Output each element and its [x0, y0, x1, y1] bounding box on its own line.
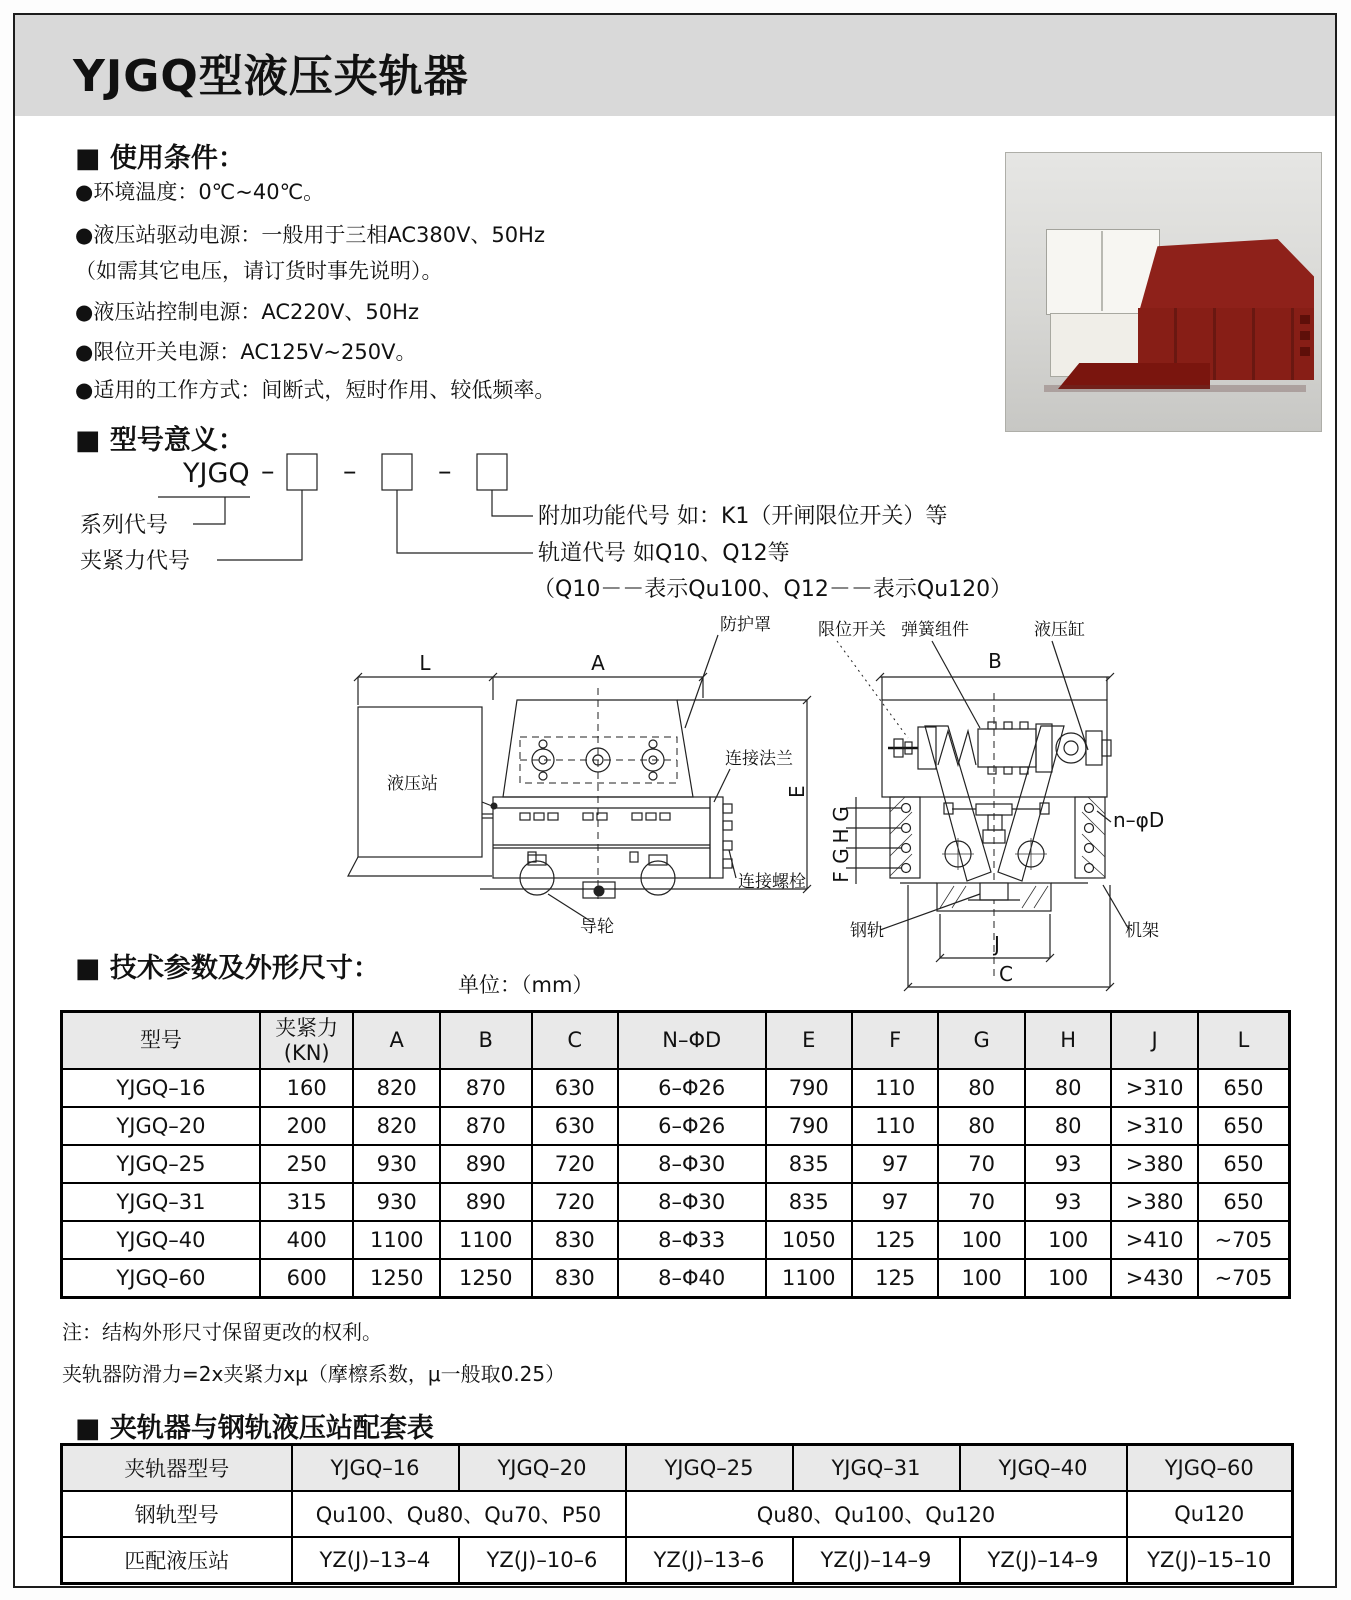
usage-item: （如需其它电压，请订货时事先说明）。 — [75, 259, 443, 283]
spec-row — [62, 1107, 1290, 1145]
model-designation-diagram — [75, 448, 1035, 613]
dim-H-label: H — [829, 828, 853, 844]
spec-header-cell: 夹紧力 (KN) — [260, 1012, 354, 1070]
match-table — [60, 1443, 1294, 1585]
usage-item: ●液压站控制电源：AC220V、50Hz — [75, 300, 419, 324]
match-cell: Qu120 — [1127, 1491, 1293, 1537]
unit-label: 单位：（mm） — [458, 973, 594, 997]
spec-cell: 600 — [260, 1259, 354, 1298]
spec-note: 夹轨器防滑力=2x夹紧力xμ（摩檫系数，μ一般取0.25） — [62, 1362, 566, 1386]
spec-cell: 890 — [440, 1145, 532, 1183]
model-code-box — [287, 454, 317, 490]
spec-cell: 110 — [852, 1107, 938, 1145]
spec-header-cell: 型号 — [62, 1012, 260, 1070]
dim-G-label: G — [829, 806, 853, 822]
match-cell: YJGQ–20 — [459, 1445, 626, 1492]
guide-wheel-label: 导轮 — [580, 917, 614, 937]
spec-cell: 200 — [260, 1107, 354, 1145]
spec-cell: 100 — [938, 1259, 1024, 1298]
match-cell: 夹轨器型号 — [62, 1445, 292, 1492]
spec-cell: 125 — [852, 1221, 938, 1259]
spec-cell: 100 — [938, 1221, 1024, 1259]
spec-cell: 315 — [260, 1183, 354, 1221]
dim-F-label: F — [829, 871, 853, 883]
spec-section-heading: ■ 技术参数及外形尺寸： — [75, 953, 380, 984]
spec-cell: 400 — [260, 1221, 354, 1259]
spec-cell: 70 — [938, 1183, 1024, 1221]
connection-flange-label: 连接法兰 — [725, 749, 793, 769]
spec-cell: >380 — [1111, 1183, 1197, 1221]
match-cell: YZ(J)–15–10 — [1127, 1537, 1293, 1584]
spec-cell: 6–Φ26 — [618, 1107, 766, 1145]
spec-cell: 1250 — [353, 1259, 439, 1298]
spec-cell: 6–Φ26 — [618, 1069, 766, 1107]
dim-C-label: C — [999, 962, 1013, 986]
spec-cell: 790 — [766, 1069, 852, 1107]
match-cell: Qu100、Qu80、Qu70、P50 — [292, 1491, 626, 1537]
clamp-force-code-label: 夹紧力代号 — [80, 549, 191, 574]
spec-header-cell: L — [1198, 1012, 1290, 1070]
spec-header-cell: E — [766, 1012, 852, 1070]
spec-cell: 1050 — [766, 1221, 852, 1259]
usage-item: ●环境温度：0℃~40℃。 — [75, 180, 325, 204]
spec-row — [62, 1259, 1290, 1298]
front-view-drawing — [818, 620, 1164, 991]
spec-cell: 100 — [1025, 1259, 1111, 1298]
match-rail-row — [62, 1491, 1293, 1537]
spec-cell: 650 — [1198, 1107, 1290, 1145]
match-station-row — [62, 1537, 1293, 1584]
series-code-label: 系列代号 — [80, 513, 169, 538]
spec-cell: 830 — [532, 1259, 618, 1298]
spec-cell: >310 — [1111, 1069, 1197, 1107]
spec-cell: 100 — [1025, 1221, 1111, 1259]
clamp-vent — [1300, 315, 1310, 324]
spec-cell: 820 — [353, 1069, 439, 1107]
spec-cell: 97 — [852, 1183, 938, 1221]
match-cell: YJGQ–25 — [626, 1445, 793, 1492]
match-cell: YZ(J)–13–4 — [292, 1537, 459, 1584]
spec-cell: 930 — [353, 1145, 439, 1183]
extra-function-code-label: 附加功能代号 如：K1（开闸限位开关）等 — [538, 504, 948, 529]
spec-cell: 93 — [1025, 1183, 1111, 1221]
side-view-drawing — [348, 615, 811, 937]
steel-rail-label: 钢轨 — [850, 921, 884, 941]
spec-cell: 1100 — [440, 1221, 532, 1259]
spec-cell: 93 — [1025, 1145, 1111, 1183]
spec-cell: YJGQ–16 — [62, 1069, 260, 1107]
spec-cell: 720 — [532, 1183, 618, 1221]
bolt-holes-label: n–φD — [1113, 808, 1165, 832]
dim-J-label: J — [994, 932, 1000, 956]
spec-cell: YJGQ–20 — [62, 1107, 260, 1145]
spec-row — [62, 1221, 1290, 1259]
spec-row — [62, 1069, 1290, 1107]
technical-drawings — [340, 598, 1230, 998]
spec-cell: YJGQ–31 — [62, 1183, 260, 1221]
spec-cell: 630 — [532, 1069, 618, 1107]
spec-header-row — [62, 1012, 1290, 1070]
spec-header-cell: N–ΦD — [618, 1012, 766, 1070]
spec-cell: 870 — [440, 1069, 532, 1107]
spec-cell: 650 — [1198, 1183, 1290, 1221]
protective-cover-label: 防护罩 — [720, 615, 771, 635]
usage-item: ●限位开关电源：AC125V~250V。 — [75, 340, 417, 364]
spec-cell: 97 — [852, 1145, 938, 1183]
spec-cell: 835 — [766, 1183, 852, 1221]
connection-bolt-label: 连接螺栓 — [738, 872, 806, 892]
model-sep: – — [261, 456, 275, 487]
spec-cell: 720 — [532, 1145, 618, 1183]
spec-cell: 70 — [938, 1145, 1024, 1183]
clamp-vent — [1300, 347, 1310, 356]
cabinet-door-split — [1101, 231, 1103, 311]
spec-cell: YJGQ–40 — [62, 1221, 260, 1259]
spec-cell: 820 — [353, 1107, 439, 1145]
spec-cell: 650 — [1198, 1145, 1290, 1183]
model-code: YJGQ — [183, 458, 250, 489]
spec-cell: 790 — [766, 1107, 852, 1145]
spec-cell: 890 — [440, 1183, 532, 1221]
match-cell: YZ(J)–10–6 — [459, 1537, 626, 1584]
dim-B-label: B — [988, 649, 1002, 673]
spring-assembly-label: 弹簧组件 — [901, 620, 969, 640]
spec-cell: 80 — [1025, 1107, 1111, 1145]
spec-cell: 8–Φ40 — [618, 1259, 766, 1298]
page-title: YJGQ型液压夹轨器 — [73, 51, 469, 102]
spec-cell: YJGQ–25 — [62, 1145, 260, 1183]
clamp-vent — [1300, 331, 1310, 340]
machine-frame-label: 机架 — [1125, 921, 1159, 941]
match-cell: YJGQ–31 — [793, 1445, 960, 1492]
spec-cell: 870 — [440, 1107, 532, 1145]
spec-cell: 250 — [260, 1145, 354, 1183]
spec-cell: >380 — [1111, 1145, 1197, 1183]
match-cell: YJGQ–16 — [292, 1445, 459, 1492]
match-header-row — [62, 1445, 1293, 1492]
match-cell: YJGQ–40 — [960, 1445, 1127, 1492]
match-cell: 匹配液压站 — [62, 1537, 292, 1584]
spec-table — [60, 1010, 1291, 1299]
match-cell: YZ(J)–13–6 — [626, 1537, 793, 1584]
model-code-box — [382, 454, 412, 490]
model-code-box — [477, 454, 507, 490]
spec-cell: 835 — [766, 1145, 852, 1183]
spec-cell: ~705 — [1198, 1259, 1290, 1298]
usage-item: ●适用的工作方式：间断式，短时作用、较低频率。 — [75, 378, 556, 402]
spec-cell: YJGQ–60 — [62, 1259, 260, 1298]
spec-row — [62, 1183, 1290, 1221]
spec-cell: 930 — [353, 1183, 439, 1221]
match-cell: 钢轨型号 — [62, 1491, 292, 1537]
product-photo — [1005, 152, 1322, 432]
spec-cell: 110 — [852, 1069, 938, 1107]
usage-heading: ■ 使用条件： — [75, 143, 245, 174]
spec-note: 注：结构外形尺寸保留更改的权利。 — [62, 1320, 382, 1344]
spec-header-cell: J — [1111, 1012, 1197, 1070]
spec-header-cell: G — [938, 1012, 1024, 1070]
hydraulic-cylinder-label: 液压缸 — [1034, 620, 1085, 640]
spec-cell: 80 — [1025, 1069, 1111, 1107]
model-sep: – — [343, 456, 357, 487]
spec-cell: >430 — [1111, 1259, 1197, 1298]
rail-clamp-hood — [1132, 239, 1314, 311]
spec-row — [62, 1145, 1290, 1183]
spec-cell: >410 — [1111, 1221, 1197, 1259]
spec-header-cell: A — [353, 1012, 439, 1070]
spec-cell: 80 — [938, 1069, 1024, 1107]
spec-cell: 80 — [938, 1107, 1024, 1145]
limit-switch-label: 限位开关 — [818, 620, 886, 640]
spec-cell: 160 — [260, 1069, 354, 1107]
spec-cell: 830 — [532, 1221, 618, 1259]
track-code-label: 轨道代号 如Q10、Q12等 — [538, 541, 790, 566]
match-cell: YZ(J)–14–9 — [793, 1537, 960, 1584]
dim-G2-label: G — [829, 848, 853, 864]
spec-cell: 1100 — [353, 1221, 439, 1259]
model-sep: – — [438, 456, 452, 487]
spec-header-cell: B — [440, 1012, 532, 1070]
dim-A-label: A — [591, 651, 605, 675]
spec-cell: 1100 — [766, 1259, 852, 1298]
match-cell: Qu80、Qu100、Qu120 — [626, 1491, 1127, 1537]
spec-cell: 8–Φ33 — [618, 1221, 766, 1259]
track-code-note: （Q10－－表示Qu100、Q12－－表示Qu120） — [533, 577, 1013, 602]
photo-shadow — [1044, 385, 1306, 392]
spec-header-cell: F — [852, 1012, 938, 1070]
hydraulic-station-label: 液压站 — [387, 774, 438, 794]
match-cell: YZ(J)–14–9 — [960, 1537, 1127, 1584]
spec-cell: 8–Φ30 — [618, 1145, 766, 1183]
spec-cell: 1250 — [440, 1259, 532, 1298]
match-section-heading: ■ 夹轨器与钢轨液压站配套表 — [75, 1413, 434, 1444]
spec-cell: 125 — [852, 1259, 938, 1298]
spec-cell: 8–Φ30 — [618, 1183, 766, 1221]
usage-item: ●液压站驱动电源：一般用于三相AC380V、50Hz — [75, 223, 545, 247]
match-cell: YJGQ–60 — [1127, 1445, 1293, 1492]
dim-L-label: L — [419, 651, 431, 675]
spec-cell: ~705 — [1198, 1221, 1290, 1259]
spec-cell: >310 — [1111, 1107, 1197, 1145]
model-meaning-heading: ■ 型号意义： — [75, 425, 245, 456]
spec-cell: 650 — [1198, 1069, 1290, 1107]
spec-cell: 630 — [532, 1107, 618, 1145]
dim-E-label: E — [785, 785, 809, 798]
spec-header-cell: C — [532, 1012, 618, 1070]
spec-header-cell: H — [1025, 1012, 1111, 1070]
